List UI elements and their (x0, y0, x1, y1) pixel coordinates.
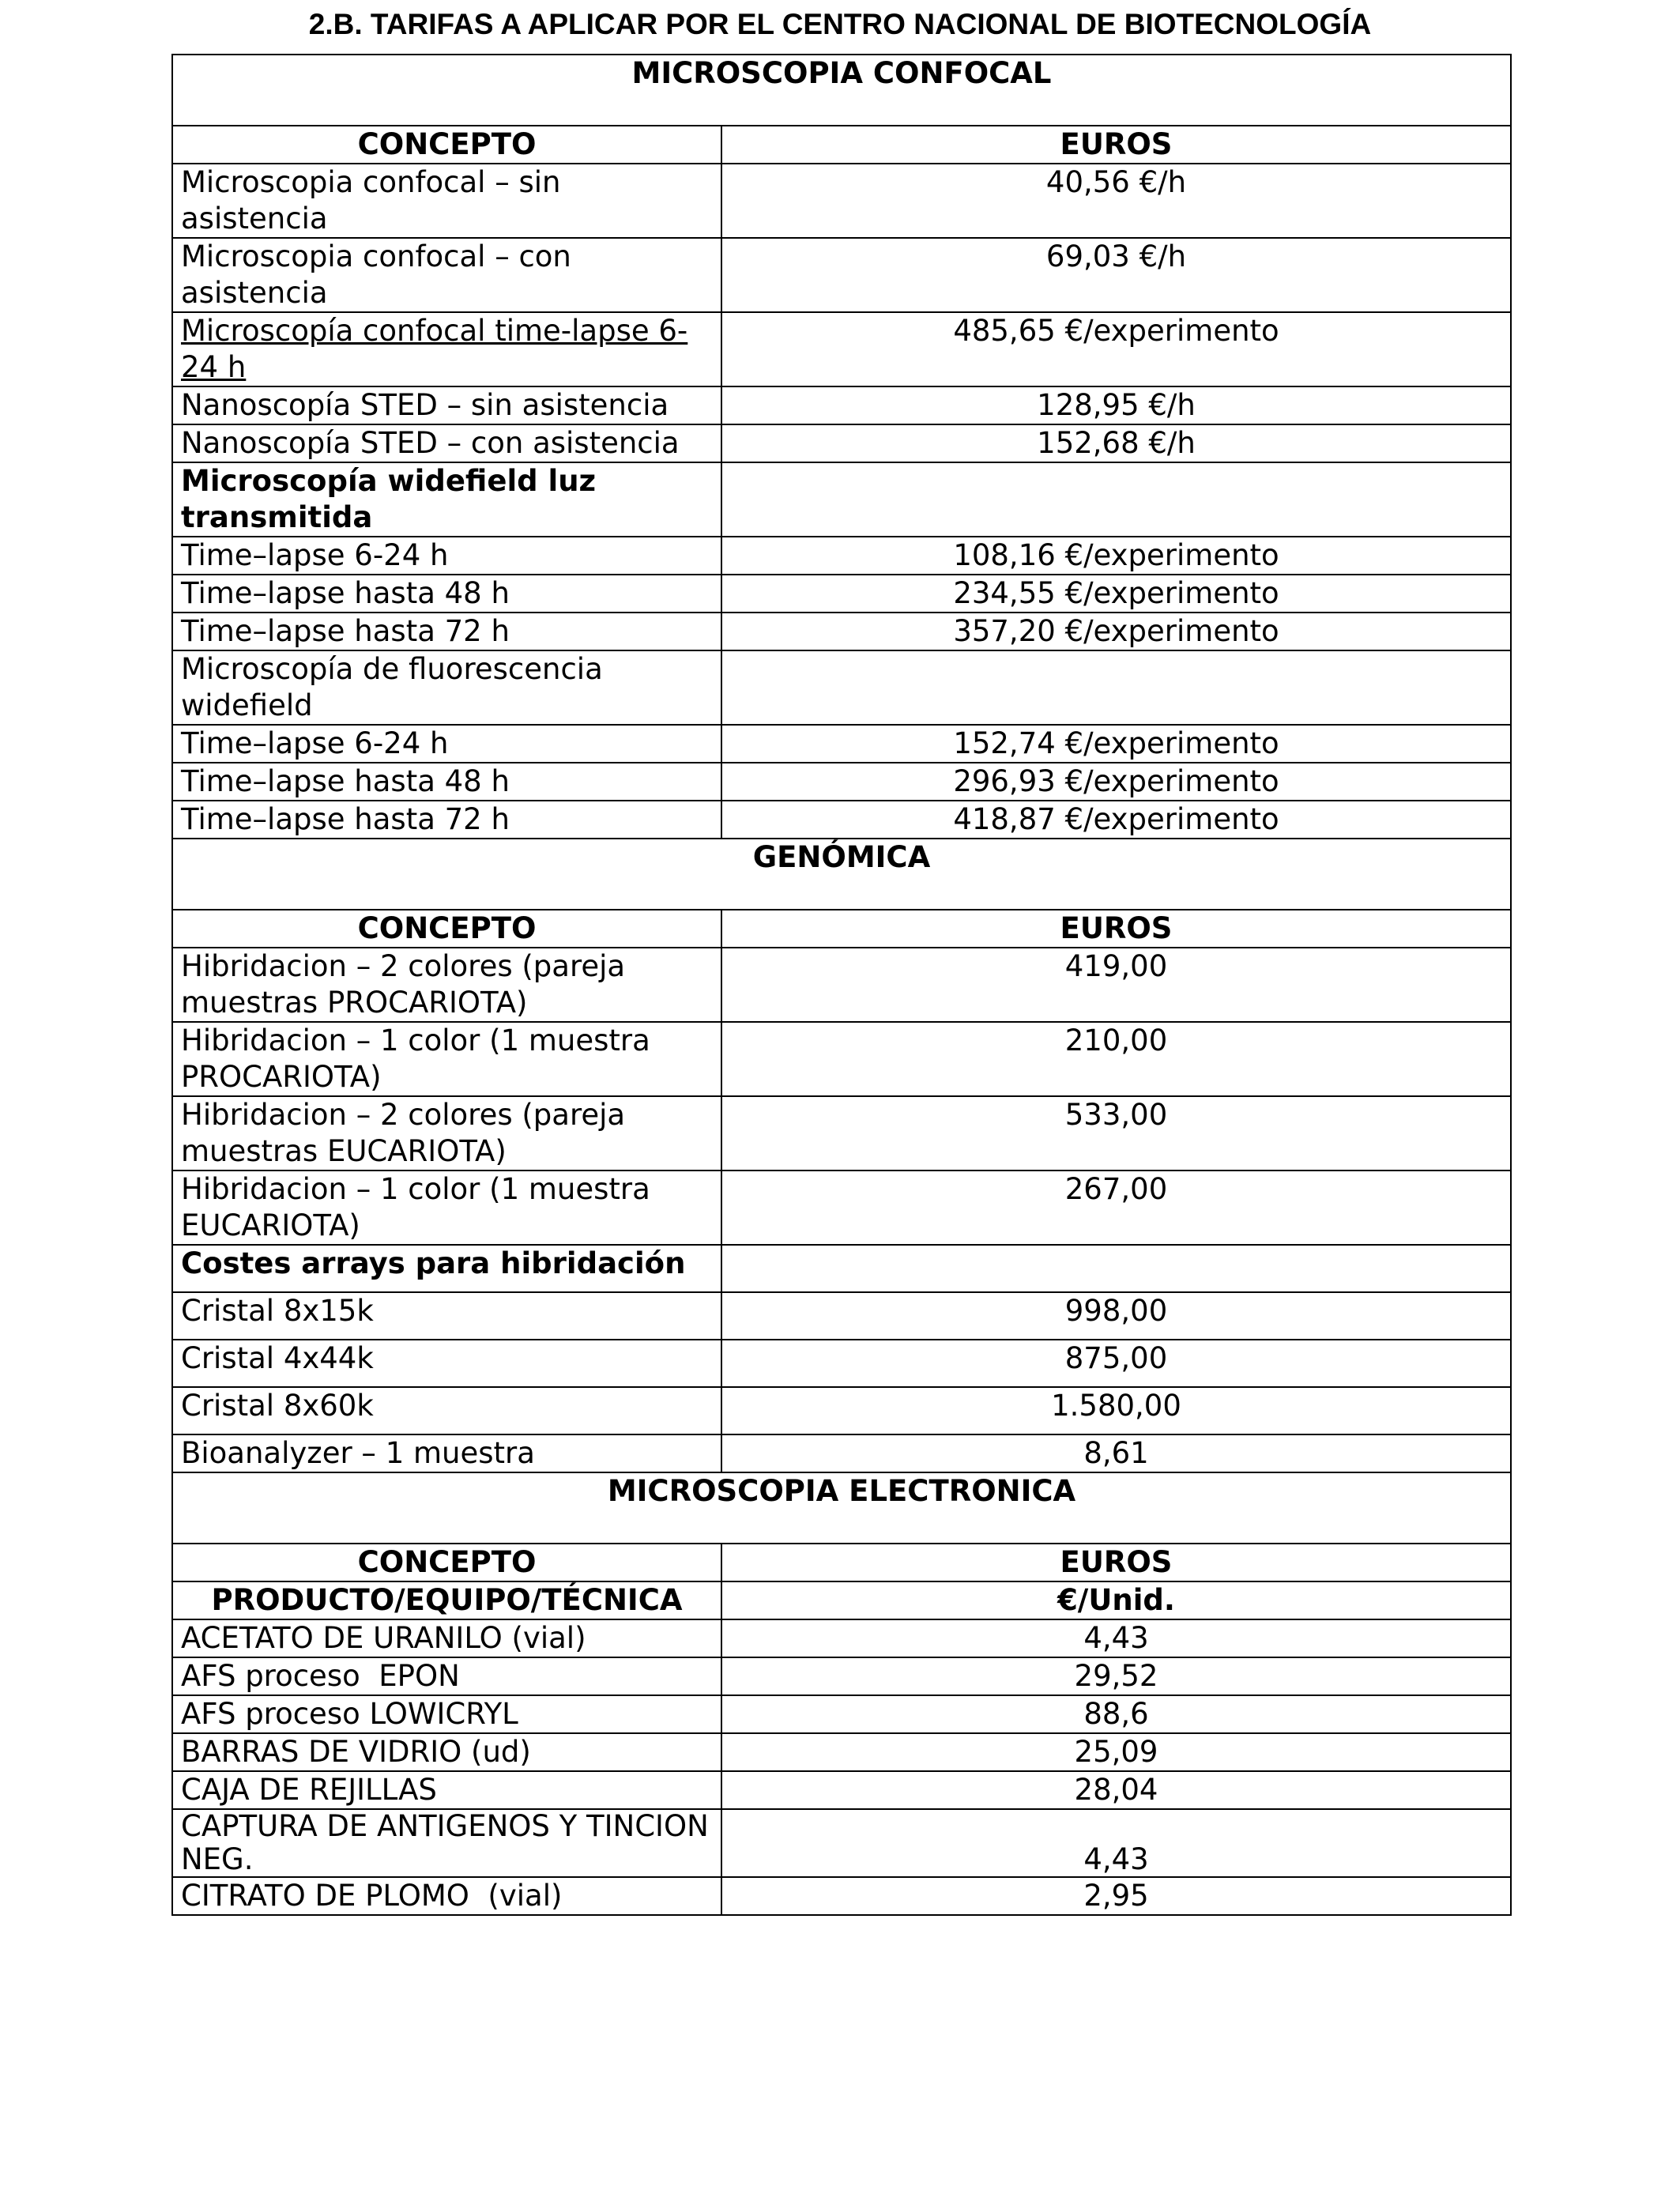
table-row (172, 1022, 1511, 1096)
value-cell: 1.580,00 (721, 1387, 1511, 1434)
section-title: GENÓMICA (172, 839, 1511, 910)
value-cell: 357,20 €/experimento (721, 613, 1511, 650)
concept-cell: AFS proceso LOWICRYL (172, 1695, 721, 1733)
table-row (172, 1171, 1511, 1245)
subsection-label: Microscopía de fluorescencia widefield (172, 650, 721, 725)
concept-cell: Hibridacion – 1 color (1 muestra EUCARIOTA) (172, 1171, 721, 1245)
concept-cell: Microscopia confocal – con asistencia (172, 238, 721, 312)
concept-cell: Nanoscopía STED – sin asistencia (172, 386, 721, 424)
value-cell: 419,00 (721, 948, 1511, 1022)
concept-header: CONCEPTO (172, 910, 721, 948)
table-row (172, 948, 1511, 1022)
table-row (172, 575, 1511, 613)
value-cell: 998,00 (721, 1292, 1511, 1340)
table-row (172, 1771, 1511, 1809)
concept-header: CONCEPTO (172, 126, 721, 164)
table-row (172, 164, 1511, 238)
table-row (172, 1096, 1511, 1171)
subsection-row (172, 650, 1511, 725)
concept-text: Microscopía confocal time-lapse 6-24 h (181, 314, 688, 384)
concept-cell: CITRATO DE PLOMO (vial) (172, 1877, 721, 1915)
rates-table (171, 54, 1512, 1916)
value-cell: 29,52 (721, 1657, 1511, 1695)
value-cell: 128,95 €/h (721, 386, 1511, 424)
page-title: 2.B. TARIFAS A APLICAR POR EL CENTRO NACIONAL DE BIOTECNOLOGÍA (308, 8, 1372, 40)
table-row (172, 238, 1511, 312)
table-row (172, 1733, 1511, 1771)
section-title-row (172, 839, 1511, 910)
concept-cell: Time–lapse hasta 48 h (172, 575, 721, 613)
product-header: PRODUCTO/EQUIPO/TÉCNICA (172, 1581, 721, 1619)
value-cell (721, 462, 1511, 537)
concept-cell: CAJA DE REJILLAS (172, 1771, 721, 1809)
header-row (172, 1544, 1511, 1581)
concept-cell: ACETATO DE URANILO (vial) (172, 1619, 721, 1657)
value-cell (721, 650, 1511, 725)
value-cell: 296,93 €/experimento (721, 763, 1511, 801)
concept-cell: Hibridacion – 2 colores (pareja muestras PROCARIOTA) (172, 948, 721, 1022)
table-row (172, 1619, 1511, 1657)
concept-cell: Cristal 8x60k (172, 1387, 721, 1434)
table-row (172, 613, 1511, 650)
value-cell: 8,61 (721, 1434, 1511, 1472)
euros-header: EUROS (721, 910, 1511, 948)
value-cell: 418,87 €/experimento (721, 801, 1511, 839)
value-cell: 533,00 (721, 1096, 1511, 1171)
subsection-row (172, 462, 1511, 537)
value-cell: 2,95 (721, 1877, 1511, 1915)
value-cell: 4,43 (721, 1619, 1511, 1657)
value-cell: 88,6 (721, 1695, 1511, 1733)
table-row (172, 725, 1511, 763)
value-cell: 210,00 (721, 1022, 1511, 1096)
concept-cell: Microscopia confocal – sin asistencia (172, 164, 721, 238)
table-row (172, 763, 1511, 801)
value-cell: 25,09 (721, 1733, 1511, 1771)
table-row (172, 312, 1511, 386)
table-row (172, 537, 1511, 575)
concept-cell: AFS proceso EPON (172, 1657, 721, 1695)
concept-cell: Time–lapse 6-24 h (172, 537, 721, 575)
table-row (172, 1340, 1511, 1387)
table-row (172, 1434, 1511, 1472)
value-cell: 4,43 (721, 1809, 1511, 1877)
subsection-label: Microscopía widefield luz transmitida (172, 462, 721, 537)
value-cell: 28,04 (721, 1771, 1511, 1809)
value-cell: 267,00 (721, 1171, 1511, 1245)
concept-cell: Hibridacion – 1 color (1 muestra PROCARIOTA) (172, 1022, 721, 1096)
concept-cell: Nanoscopía STED – con asistencia (172, 424, 721, 462)
concept-cell: Hibridacion – 2 colores (pareja muestras EUCARIOTA) (172, 1096, 721, 1171)
value-cell: 875,00 (721, 1340, 1511, 1387)
value-cell: 234,55 €/experimento (721, 575, 1511, 613)
section-title: MICROSCOPIA ELECTRONICA (172, 1472, 1511, 1544)
header-row (172, 126, 1511, 164)
unit-header: €/Unid. (721, 1581, 1511, 1619)
value-cell: 485,65 €/experimento (721, 312, 1511, 386)
euros-header: EUROS (721, 126, 1511, 164)
table-row (172, 1877, 1511, 1915)
table-row (172, 1387, 1511, 1434)
concept-header: CONCEPTO (172, 1544, 721, 1581)
concept-cell: Time–lapse hasta 72 h (172, 801, 721, 839)
section-title: MICROSCOPIA CONFOCAL (172, 55, 1511, 126)
table-row (172, 424, 1511, 462)
subsection-row (172, 1245, 1511, 1292)
concept-cell: Time–lapse 6-24 h (172, 725, 721, 763)
concept-cell (172, 312, 721, 386)
table-row (172, 1695, 1511, 1733)
concept-cell: Time–lapse hasta 72 h (172, 613, 721, 650)
concept-cell: Cristal 4x44k (172, 1340, 721, 1387)
value-cell: 152,68 €/h (721, 424, 1511, 462)
table-row (172, 1809, 1511, 1877)
subsection-label: Costes arrays para hibridación (172, 1245, 721, 1292)
euros-header: EUROS (721, 1544, 1511, 1581)
subheader-row (172, 1581, 1511, 1619)
table-row (172, 1657, 1511, 1695)
value-cell: 152,74 €/experimento (721, 725, 1511, 763)
table-row (172, 801, 1511, 839)
table-row (172, 1292, 1511, 1340)
value-cell (721, 1245, 1511, 1292)
value-cell: 69,03 €/h (721, 238, 1511, 312)
section-title-row (172, 55, 1511, 126)
value-cell: 108,16 €/experimento (721, 537, 1511, 575)
concept-cell: BARRAS DE VIDRIO (ud) (172, 1733, 721, 1771)
header-row (172, 910, 1511, 948)
concept-cell: Bioanalyzer – 1 muestra (172, 1434, 721, 1472)
concept-cell: Cristal 8x15k (172, 1292, 721, 1340)
table-row (172, 386, 1511, 424)
section-title-row (172, 1472, 1511, 1544)
concept-cell: Time–lapse hasta 48 h (172, 763, 721, 801)
concept-cell: CAPTURA DE ANTIGENOS Y TINCION NEG. (172, 1809, 721, 1877)
value-cell: 40,56 €/h (721, 164, 1511, 238)
